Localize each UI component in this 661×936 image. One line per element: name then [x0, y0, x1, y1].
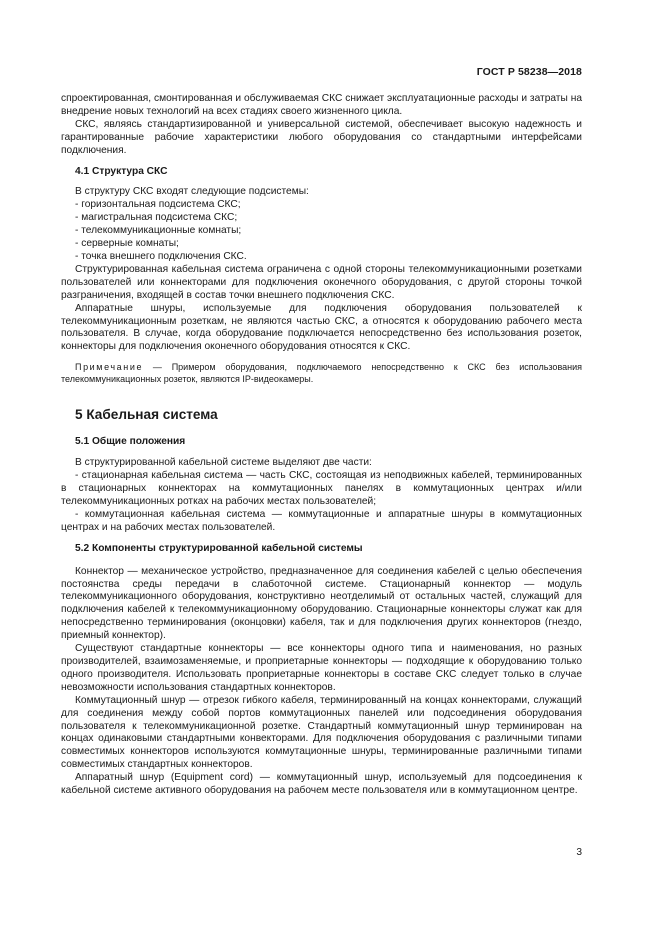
section-5-2-paragraph-1: Коннектор — механическое устройство, предназначенное для соединения кабелей с целью обеспечения постоянства среды передачи в слаботочной системе. Стационарный коннектор — модуль телекоммуникационного оборудования, конструктивно неотделимый от остальных частей, служащий для подключения кабелей к телекоммуникационному оборудованию. Стационарные коннекторы служат как для непосредственно терминирования (оконцовки) кабеля, так и для подключения других коннекторов (гнездо, приемный коннектор). — [61, 565, 582, 642]
section-4-1-lead: В структуру СКС входят следующие подсистемы: — [75, 186, 309, 198]
list-item: - серверные комнаты; — [75, 238, 179, 250]
list-item: - магистральная подсистема СКС; — [75, 212, 238, 224]
note — [61, 362, 582, 385]
section-5-2-paragraph-4: Аппаратный шнур (Equipment cord) — коммутационный шнур, используемый для подсоединения к кабельной системе активного оборудования на рабочем месте пользователя или в коммутационном центре. — [61, 772, 582, 797]
section-5-2-paragraph-2: Существуют стандартные коннекторы — все коннекторы одного типа и наименования, но разных производителей, взаимозаменяемые, и проприетарные коннекторы — подходящие к оборудованию только одного производителя. Использовать проприетарные коннекторы в составе СКС следует только в случае невозможности использования стандартных коннекторов. — [61, 643, 582, 693]
section-5-1-lead: В структурированной кабельной системе выделяют две части: — [75, 457, 372, 469]
note-text: — Примером оборудования, подключаемого непосредственно к СКС без использования телекоммуникационных розеток, являются IP-видеокамеры. — [61, 362, 582, 384]
document-page — [61, 0, 582, 936]
note-label: Примечание — [75, 362, 144, 373]
document-number: ГОСТ Р 58238—2018 — [476, 66, 582, 78]
section-4-1-heading: 4.1 Структура СКС — [75, 165, 168, 177]
page-number: 3 — [576, 847, 582, 858]
section-4-1-paragraph-2: Аппаратные шнуры, используемые для подключения оборудования пользователей к телекоммуникационным розеткам, не являются частью СКС, а относятся к оборудованию рабочего места пользователя. В случае, когда оборудование подключается непосредственно без использования розеток, коннекторы для подключения оконечного оборудования относятся к СКС. — [61, 302, 582, 353]
list-item: - стационарная кабельная система — часть СКС, состоящая из неподвижных кабелей, терминированных в стационарных коннекторах на коммутационных панелях в коммутационных центрах и/или телекоммуникационных ротках на рабочих местах пользователей; — [61, 470, 582, 508]
section-5-2-heading: 5.2 Компоненты структурированной кабельной системы — [75, 542, 363, 554]
section-5-1-heading: 5.1 Общие положения — [75, 436, 186, 448]
list-item: - точка внешнего подключения СКС. — [75, 250, 247, 262]
section-4-1-paragraph-1: Структурированная кабельная система ограничена с одной стороны телекоммуникационными розетками пользователей или коннекторами для подключения оконечного оборудования, с другой стороны точкой разграничения, входящей в состав точки внешнего подключения СКС. — [61, 263, 582, 301]
intro-paragraph-2: СКС, являясь стандартизированной и универсальной системой, обеспечивает высокую надежность и гарантированные рабочие характеристики любого оборудования со стандартными интерфейсами подключения. — [61, 118, 582, 156]
intro-paragraph-1: спроектированная, смонтированная и обслуживаемая СКС снижает эксплуатационные расходы и затраты на внедрение новых технологий на всех стадиях своего жизненного цикла. — [61, 93, 582, 117]
list-item: - горизонтальная подсистема СКС; — [75, 199, 241, 211]
page-content — [61, 93, 582, 798]
list-item: - телекоммуникационные комнаты; — [75, 225, 242, 237]
list-item: - коммутационная кабельная система — коммутационные и аппаратные шнуры в коммутационных центрах и на рабочих местах пользователей. — [61, 508, 582, 533]
section-5-2-paragraph-3: Коммутационный шнур — отрезок гибкого кабеля, терминированный на концах коннекторами, служащий для соединения между собой портов коммутационных панелей или подсоединения оборудования пользователя к телекоммуникационной розетке. Стандартный коммутационный шнур терминирован на концах одинаковыми стандартными конвекторами. Для подключения оборудования с различными типами совместимых коннекторов используются коммутационные шнуры, терминированные различными типами совместимых стандартных коннекторов. — [61, 694, 582, 771]
section-5-heading: 5 Кабельная система — [75, 407, 218, 423]
